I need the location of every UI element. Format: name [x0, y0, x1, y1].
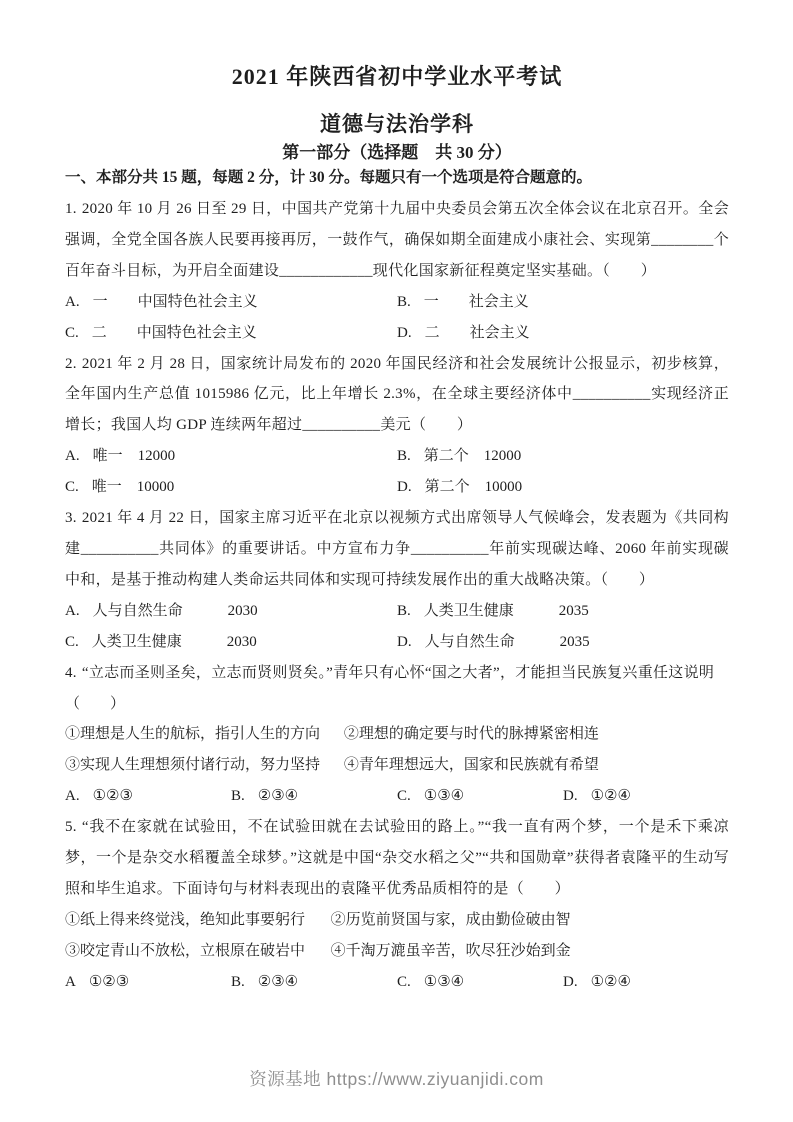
statement-1: ①纸上得来终觉浅，绝知此事要躬行 [65, 911, 306, 928]
options-grid [65, 781, 729, 812]
option-text: 唯一 12000 [92, 448, 176, 465]
option-text: ①②④ [590, 788, 631, 805]
option-text: 人类卫生健康 2030 [91, 633, 257, 650]
option-text: ①②③ [92, 788, 133, 805]
question-body: “我不在家就在试验田，不在试验田就在去试验田的路上。”“我一直有两个梦，一个是禾下乘凉梦，一个是杂交水稻覆盖全球梦。”这就是中国“杂交水稻之父”“共和国勋章”获得者袁隆平的生动写照和毕生追求。下面诗句与材料表现出的袁隆平优秀品质相符的是（ ） [65, 819, 729, 897]
option-text: 第二个 12000 [423, 448, 522, 465]
option-text: 二 社会主义 [424, 324, 530, 341]
question-text [65, 503, 729, 596]
question-number: 4. [65, 664, 77, 681]
option-letter: A. [65, 293, 80, 310]
option-text: 一 社会主义 [423, 293, 529, 310]
option-text: ①②③ [88, 973, 130, 990]
question-1 [65, 194, 729, 349]
option-a [65, 596, 397, 627]
statement-2: ②历览前贤国与家，成由勤俭破由智 [330, 911, 571, 928]
instructions-text: 一、本部分共 15 题，每题 2 分，计 30 分。每题只有一个选项是符合题意的。 [65, 169, 593, 186]
question-number: 1. [65, 201, 77, 217]
option-letter: B. [231, 788, 245, 805]
statements-grid [65, 719, 729, 781]
option-b [231, 781, 397, 812]
option-letter: D. [397, 324, 412, 341]
option-letter: A. [65, 448, 80, 465]
question-text [65, 349, 729, 442]
option-letter: D. [563, 973, 578, 990]
option-text: ①②④ [590, 973, 631, 990]
question-number: 3. [65, 510, 77, 527]
options-grid [65, 441, 729, 503]
question-body: 2020 年 10 月 26 日至 29 日，中国共产党第十九届中央委员会第五次全体会议在北京召开。全会强调，全党全国各族人民要再接再厉，一鼓作气，确保如期全面建成小康社会、实现第________个百年奋斗目标，为开启全面建设____________现代化国家新征程奠定坚实基础。（ ） [65, 201, 729, 279]
option-letter: A. [65, 602, 80, 619]
options-grid [65, 596, 729, 658]
option-text: ①③④ [423, 973, 465, 990]
question-2 [65, 349, 729, 504]
options-grid [65, 287, 729, 349]
question-text [65, 812, 729, 905]
option-text: 二 中国特色社会主义 [91, 324, 257, 341]
option-c [65, 318, 397, 349]
question-text [65, 658, 729, 689]
option-letter: C. [65, 479, 79, 496]
question-3 [65, 503, 729, 658]
question-number: 2. [65, 355, 77, 372]
option-b [231, 967, 397, 998]
option-letter: C. [65, 633, 79, 650]
option-text: 唯一 10000 [91, 479, 175, 496]
option-text: ①③④ [423, 788, 465, 805]
statement-3: ③咬定青山不放松，立根原在破岩中 [65, 942, 306, 959]
option-letter: A. [65, 788, 80, 805]
option-letter: C. [65, 324, 79, 341]
page-title: 2021 年陕西省初中学业水平考试 [231, 64, 563, 89]
option-text: 人与自然生命 2030 [92, 602, 258, 619]
option-d [397, 627, 729, 658]
questions-list [65, 194, 729, 998]
statement-3: ③实现人生理想须付诸行动，努力坚持 [65, 757, 321, 774]
statement-1: ①理想是人生的航标，指引人生的方向 [65, 726, 321, 743]
option-text: 人类卫生健康 2035 [423, 602, 589, 619]
question-body: 2021 年 4 月 22 日，国家主席习近平在北京以视频方式出席领导人气候峰会，发表题为《共同构建__________共同体》的重要讲话。中方宣布力争__________年前实现碳达峰、2060 年前实现碳中和，是基于推动构建人类命运共同体和实现可持续发展作出的重大战略决策。（ ） [65, 510, 729, 588]
option-c [65, 627, 397, 658]
option-letter: D. [563, 788, 578, 805]
statement-4: ④千淘万漉虽辛苦，吹尽狂沙始到金 [330, 942, 571, 959]
option-text: 一 中国特色社会主义 [92, 293, 258, 310]
option-d [563, 781, 729, 812]
option-b [397, 441, 729, 472]
option-d [397, 318, 729, 349]
question-5 [65, 812, 729, 997]
option-c [65, 472, 397, 503]
option-text: ②③④ [257, 788, 299, 805]
option-a [65, 287, 397, 318]
answer-parentheses: （ ） [65, 695, 126, 712]
question-text [65, 194, 729, 287]
option-text: 人与自然生命 2035 [424, 633, 590, 650]
option-c [397, 781, 563, 812]
options-grid [65, 967, 729, 998]
option-letter: A [65, 973, 76, 990]
option-a [65, 781, 231, 812]
option-d [397, 472, 729, 503]
subject-title: 道德与法治学科 [320, 112, 474, 136]
question-body: “立志而圣则圣矣，立志而贤则贤矣。”青年只有心怀“国之大者”，才能担当民族复兴重任这说明 [81, 664, 715, 681]
option-letter: C. [397, 973, 411, 990]
option-letter: B. [397, 602, 411, 619]
option-a [65, 441, 397, 472]
option-letter: B. [397, 293, 411, 310]
question-4 [65, 658, 729, 813]
option-letter: D. [397, 479, 412, 496]
section-heading: 第一部分（选择题 共 30 分） [282, 143, 512, 162]
statements-grid [65, 905, 729, 967]
option-a [65, 967, 231, 998]
statement-2: ②理想的确定要与时代的脉搏紧密相连 [343, 726, 599, 743]
option-text: ②③④ [257, 973, 299, 990]
option-letter: C. [397, 788, 411, 805]
option-b [397, 287, 729, 318]
option-d [563, 967, 729, 998]
option-text: 第二个 10000 [424, 479, 523, 496]
watermark-footer: 资源基地 https://www.ziyuanjidi.com [249, 1069, 544, 1089]
option-letter: B. [397, 448, 411, 465]
question-body: 2021 年 2 月 28 日，国家统计局发布的 2020 年国民经济和社会发展统计公报显示，初步核算，全年国内生产总值 1015986 亿元，比上年增长 2.3%，在全球主要经济体中__________实现经济正增长；我国人均 GDP 连续两年超过__________美元（ ） [65, 355, 729, 434]
statement-4: ④青年理想远大，国家和民族就有希望 [343, 757, 599, 774]
option-letter: B. [231, 973, 245, 990]
option-letter: D. [397, 633, 412, 650]
question-number: 5. [65, 819, 77, 836]
option-c [397, 967, 563, 998]
option-b [397, 596, 729, 627]
